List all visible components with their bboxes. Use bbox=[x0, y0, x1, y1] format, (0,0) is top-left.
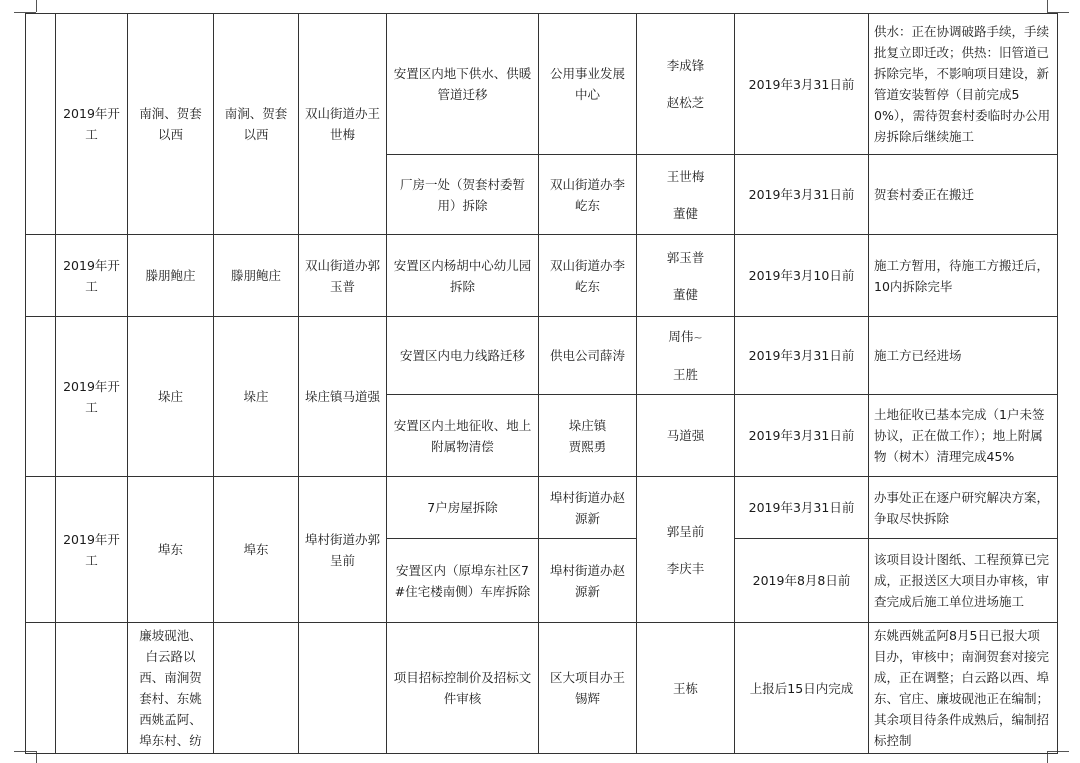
region-cell: 滕朋鲍庄 bbox=[214, 235, 299, 317]
deadline-cell: 2019年3月31日前 bbox=[735, 155, 869, 235]
owner-name: 王胜 bbox=[672, 367, 698, 382]
task-cell: 7户房屋拆除 bbox=[387, 477, 539, 539]
task-cell: 安置区内地下供水、供暖管道迁移 bbox=[387, 14, 539, 155]
owner-name: 李庆丰 bbox=[666, 560, 705, 576]
crop-mark-top-right-v bbox=[1047, 0, 1048, 12]
project-scope-cell: 垛庄 bbox=[128, 317, 214, 477]
index-cell bbox=[26, 477, 56, 623]
status-cell: 办事处正在逐户研究解决方案，争取尽快拆除 bbox=[869, 477, 1058, 539]
index-cell bbox=[26, 623, 56, 754]
owner-cell: 马道强 bbox=[637, 395, 735, 477]
lead-cell: 双山街道办王世梅 bbox=[299, 14, 387, 235]
table-row bbox=[26, 623, 1058, 754]
owner-name: 赵松芝 bbox=[666, 95, 705, 110]
region-cell bbox=[214, 623, 299, 754]
owner-cell bbox=[637, 317, 735, 395]
owner-cell bbox=[637, 155, 735, 235]
unit-cell: 垛庄镇 贾熙勇 bbox=[539, 395, 637, 477]
start-year-cell: 2019年开工 bbox=[56, 477, 128, 623]
status-cell: 供水：正在协调破路手续，手续批复立即迁改；供热：旧管道已拆除完毕，不影响项目建设，新管道安装暂停（目前完成50%），需待贺套村委临时办公用房拆除后继续施工 bbox=[869, 14, 1058, 155]
task-cell: 安置区内电力线路迁移 bbox=[387, 317, 539, 395]
region-cell: 南涧、贺套以西 bbox=[214, 14, 299, 235]
project-scope-cell: 埠东 bbox=[128, 477, 214, 623]
owner-name: 周伟 bbox=[668, 329, 694, 344]
project-progress-table bbox=[25, 13, 1058, 754]
owner-name: 董健 bbox=[672, 286, 698, 302]
status-cell: 土地征收已基本完成（1户未签协议，正在做工作）；地上附属物（树木）清理完成45% bbox=[869, 395, 1058, 477]
project-scope-cell: 南涧、贺套以西 bbox=[128, 14, 214, 235]
index-cell bbox=[26, 14, 56, 235]
start-year-cell: 2019年开工 bbox=[56, 14, 128, 235]
table-row bbox=[26, 235, 1058, 317]
unit-cell: 区大项目办王锡辉 bbox=[539, 623, 637, 754]
handwritten-mark: ~ bbox=[693, 331, 703, 344]
unit-cell: 双山街道办李屹东 bbox=[539, 155, 637, 235]
lead-cell: 垛庄镇马道强 bbox=[299, 317, 387, 477]
lead-cell bbox=[299, 623, 387, 754]
owner-name: 郭呈前 bbox=[666, 523, 705, 539]
owner-cell bbox=[637, 235, 735, 317]
task-cell: 安置区内（原埠东社区7#住宅楼南侧）车库拆除 bbox=[387, 539, 539, 623]
unit-cell: 双山街道办李屹东 bbox=[539, 235, 637, 317]
lead-cell: 埠村街道办郭呈前 bbox=[299, 477, 387, 623]
deadline-cell: 2019年3月31日前 bbox=[735, 317, 869, 395]
deadline-cell: 2019年3月31日前 bbox=[735, 14, 869, 155]
unit-cell: 埠村街道办赵源新 bbox=[539, 539, 637, 623]
deadline-cell: 2019年8月8日前 bbox=[735, 539, 869, 623]
project-scope-cell: 廉坡砚池、白云路以西、南涧贺套村、东姚西姚孟阿、埠东村、纺 bbox=[128, 623, 214, 754]
deadline-cell: 2019年3月31日前 bbox=[735, 395, 869, 477]
deadline-cell: 2019年3月10日前 bbox=[735, 235, 869, 317]
region-cell: 垛庄 bbox=[214, 317, 299, 477]
region-cell: 埠东 bbox=[214, 477, 299, 623]
owner-cell: 王栋 bbox=[637, 623, 735, 754]
owner-name: 郭玉普 bbox=[666, 249, 705, 265]
lead-cell: 双山街道办郭玉普 bbox=[299, 235, 387, 317]
task-cell: 安置区内杨胡中心幼儿园拆除 bbox=[387, 235, 539, 317]
table-row bbox=[26, 477, 1058, 539]
status-cell: 贺套村委正在搬迁 bbox=[869, 155, 1058, 235]
task-cell: 安置区内土地征收、地上附属物清偿 bbox=[387, 395, 539, 477]
deadline-cell: 2019年3月31日前 bbox=[735, 477, 869, 539]
status-cell: 施工方已经进场 bbox=[869, 317, 1058, 395]
project-scope-cell: 滕朋鲍庄 bbox=[128, 235, 214, 317]
owner-name: 王世梅 bbox=[666, 168, 705, 184]
start-year-cell: 2019年开工 bbox=[56, 235, 128, 317]
owner-name: 董健 bbox=[672, 205, 698, 221]
status-cell: 施工方暂用，待施工方搬迁后，10内拆除完毕 bbox=[869, 235, 1058, 317]
unit-cell: 埠村街道办赵源新 bbox=[539, 477, 637, 539]
start-year-cell bbox=[56, 623, 128, 754]
task-cell: 厂房一处（贺套村委暂用）拆除 bbox=[387, 155, 539, 235]
index-cell bbox=[26, 317, 56, 477]
task-cell: 项目招标控制价及招标文件审核 bbox=[387, 623, 539, 754]
status-cell: 该项目设计图纸、工程预算已完成，正报送区大项目办审核，审查完成后施工单位进场施工 bbox=[869, 539, 1058, 623]
table-row bbox=[26, 317, 1058, 395]
unit-cell: 供电公司薛涛 bbox=[539, 317, 637, 395]
status-cell: 东姚西姚孟阿8月5日已报大项目办，审核中；南涧贺套对接完成，正在调整；白云路以西、埠东、官庄、廉坡砚池正在编制；其余项目待条件成熟后，编制招标控制 bbox=[869, 623, 1058, 754]
owner-name: 李成锋 bbox=[666, 58, 705, 73]
deadline-cell: 上报后15日内完成 bbox=[735, 623, 869, 754]
index-cell bbox=[26, 235, 56, 317]
start-year-cell: 2019年开工 bbox=[56, 317, 128, 477]
crop-mark-top-left-v bbox=[36, 0, 37, 12]
owner-cell bbox=[637, 477, 735, 623]
table-row bbox=[26, 14, 1058, 155]
unit-cell: 公用事业发展中心 bbox=[539, 14, 637, 155]
owner-cell bbox=[637, 14, 735, 155]
